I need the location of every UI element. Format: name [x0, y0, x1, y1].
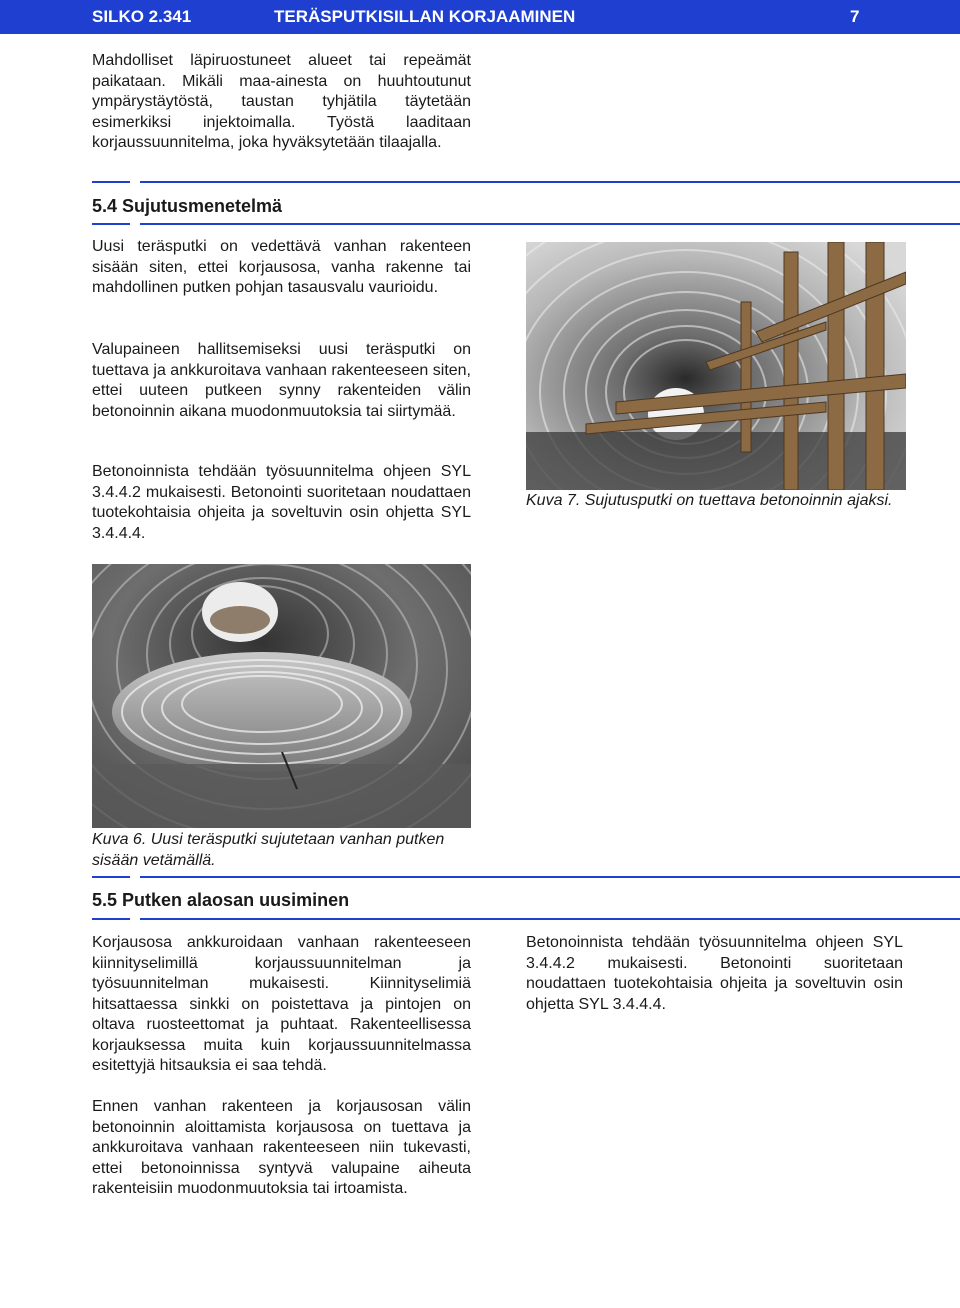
section-heading-5-4: 5.4 Sujutusmenetelmä: [92, 196, 283, 216]
section-rule-short: [92, 223, 130, 225]
document-title: TERÄSPUTKISILLAN KORJAAMINEN: [274, 7, 576, 26]
culvert-timber-support-image: [526, 242, 906, 490]
figure-6-caption-text: Uusi teräsputki sujutetaan vanhan putken sisään vetämällä.: [92, 831, 445, 869]
section-rule: [140, 181, 960, 183]
page-number: 7: [850, 7, 860, 26]
figure-6-label: Kuva 6.: [92, 831, 147, 848]
section-5-5-paragraph-1: Korjausosa ankkuroidaan vanhaan rakenteeseen kiinnityselimillä korjaussuunnitelman ja työsuunnitelman mukaisesti. Kiinnityselimiä hitsattaessa sinkki on poistettava ja pintojen on oltava ruosteettomat ja puhtaat. Rakenteellisessa korjauksessa muita kuin korjaussuunnitelmassa esitettyjä hitsauksia ei saa tehdä.: [92, 934, 471, 1074]
figure-6-caption: [92, 830, 471, 871]
section-rule: [140, 223, 960, 225]
section-rule-short: [92, 181, 130, 183]
section-5-5-paragraph-2: Ennen vanhan rakenteen ja korjausosan välin betonoinnin aloittamista korjausosa on tuettava ja ankkuroitava vanhaan rakenteeseen niin tukevasti, ettei betonoinnissa syntyvä valupaine aiheuta rakenteisiin muodonmuutoksia tai irtoamista.: [92, 1098, 471, 1197]
figure-7-label: Kuva 7.: [526, 492, 581, 509]
intro-paragraph: Mahdolliset läpiruostuneet alueet tai repeämät paikataan. Mikäli maa-ainesta on huuhtoutunut ympärystäytöstä, taustan tyhjätila täytetään esimerkiksi injektoimalla. Työstä laaditaan korjaussuunnitelma, joka hyväksytetään tilaajalla.: [92, 52, 471, 151]
figure-7-caption: [526, 491, 906, 512]
section-5-4-paragraph-1: Uusi teräsputki on vedettävä vanhan rakenteen sisään siten, ettei korjausosa, vanha rakenne tai mahdollinen putken pohjan tasausvalu vaurioidu.: [92, 238, 471, 296]
page-header: [0, 0, 960, 34]
section-rule-short: [92, 918, 130, 920]
section-5-5-paragraph-right: Betonoinnista tehdään työsuunnitelma ohjeen SYL 3.4.4.2 mukaisesti. Betonointi suoritetaan noudattaen tuotekohtaisia ohjeita ja soveltuvin osin ohjetta SYL 3.4.4.4.: [526, 934, 903, 1013]
section-heading-5-5: 5.5 Putken alaosan uusiminen: [92, 890, 350, 910]
section-rule-short: [92, 876, 130, 878]
figure-6-photo: [92, 564, 471, 828]
figure-7-caption-text: Sujutusputki on tuettava betonoinnin ajaksi.: [584, 492, 893, 509]
section-5-4-paragraph-3: Betonoinnista tehdään työsuunnitelma ohjeen SYL 3.4.4.2 mukaisesti. Betonointi suoritetaan noudattaen tuotekohtaisia ohjeita ja soveltuvin osin ohjetta SYL 3.4.4.4.: [92, 463, 471, 542]
section-rule: [140, 918, 960, 920]
document-code: SILKO 2.341: [92, 7, 192, 26]
figure-7-photo: [526, 242, 906, 490]
section-rule: [140, 876, 960, 878]
culvert-pipe-insertion-image: [92, 564, 471, 828]
section-5-4-paragraph-2: Valupaineen hallitsemiseksi uusi teräsputki on tuettava ja ankkuroitava vanhaan rakenteeseen siten, ettei uuteen putkeen synny rakenteiden välin betonoinnin aikana muodonmuutoksia tai siirtymää.: [92, 341, 471, 420]
